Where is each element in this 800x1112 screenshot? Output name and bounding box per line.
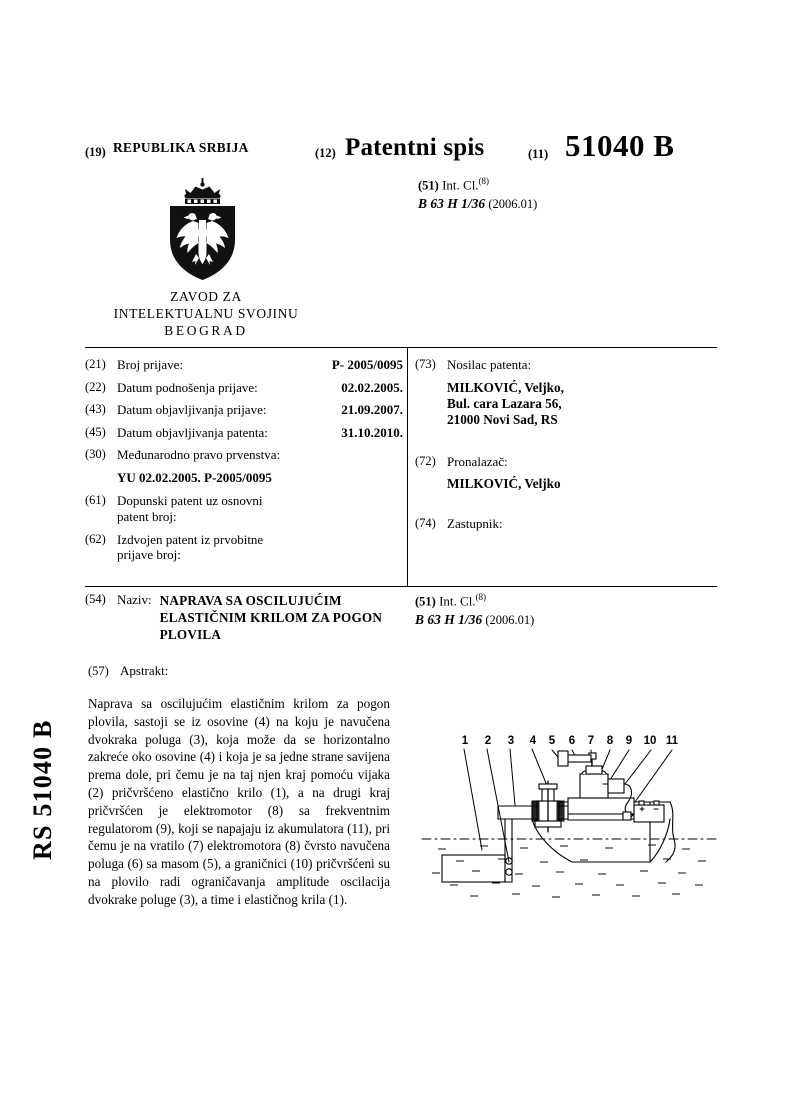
callout-4: 4 <box>529 735 537 747</box>
patent-number: 51040 B <box>565 128 675 163</box>
inid-code-62: (62) <box>85 531 106 546</box>
technical-drawing-figure <box>420 722 720 912</box>
value-priority: YU 02.02.2005. P-2005/0095 <box>117 469 272 485</box>
callout-10: 10 <box>643 735 657 747</box>
invention-title-text <box>160 592 382 643</box>
leader-line-4 <box>532 749 548 788</box>
inid-code-51-header: (51) <box>418 178 439 193</box>
leader-line-1 <box>464 749 482 850</box>
callout-7: 7 <box>587 735 595 747</box>
table-column-divider <box>407 348 408 586</box>
inid-code-45: (45) <box>85 424 106 439</box>
leader-line-11 <box>635 750 672 802</box>
label-publication-date: Datum objavljivanja prijave: <box>117 402 267 417</box>
header-international-classification <box>418 176 537 212</box>
inid-code-72: (72) <box>415 453 436 468</box>
document-type-title: Patentni spis <box>345 134 485 161</box>
inid-code-74: (74) <box>415 516 436 530</box>
lever-with-mass <box>566 755 591 762</box>
table-row-filing-date <box>85 380 403 395</box>
inid-code-51-title: (51) <box>415 594 436 609</box>
bibliographic-right-column <box>415 348 715 539</box>
value-publication-date: 21.09.2007. <box>341 402 403 417</box>
axle-nut <box>539 784 557 789</box>
label-priority: Međunarodno pravo prvenstva: <box>117 447 281 462</box>
value-patent-owner <box>447 380 715 428</box>
inid-code-54: (54) <box>85 592 106 606</box>
electric-motor-body <box>580 774 608 798</box>
intcl-label-header: Int. Cl. <box>442 177 479 193</box>
label-naziv: Naziv: <box>117 592 152 607</box>
intcl-version-header: (2006.01) <box>488 197 538 212</box>
value-inventor <box>447 476 715 492</box>
intcl-version-title: (2006.01) <box>485 613 535 628</box>
owner-city: 21000 Novi Sad, RS <box>447 411 558 427</box>
inventor-name: MILKOVIĆ, Veljko <box>447 476 561 491</box>
abstract-heading <box>88 663 168 679</box>
label-representative: Zastupnik: <box>447 516 503 531</box>
spacer-owner-inventor <box>415 428 715 454</box>
bibliographic-left-column <box>85 348 403 570</box>
intcl-edition-header: (8) <box>478 176 490 186</box>
office-name: REPUBLIKA SRBIJA <box>113 140 249 155</box>
title-international-classification <box>415 592 534 628</box>
label-addition-patent-line1: Dopunski patent uz osnovni <box>117 493 263 508</box>
institute-name-block <box>86 288 326 339</box>
inid-code-43: (43) <box>85 402 106 416</box>
label-addition-patent-line2: patent broj: <box>117 508 177 524</box>
inid-code-12: (12) <box>315 146 336 160</box>
inid-code-73: (73) <box>415 357 436 371</box>
intcl-edition-title: (8) <box>475 592 487 602</box>
inid-code-11: (11) <box>528 147 549 161</box>
callout-2: 2 <box>484 735 492 747</box>
invention-title-line3: PLOVILA <box>159 627 222 642</box>
leader-line-9 <box>610 750 629 780</box>
inid-code-57: (57) <box>88 664 109 678</box>
wing-bolt-lower <box>506 869 512 875</box>
motor-terminal-box <box>586 766 602 774</box>
leader-line-10 <box>625 750 651 784</box>
mass-block <box>558 751 568 766</box>
invention-title-left <box>85 592 415 643</box>
amplitude-limiter <box>623 812 631 820</box>
label-abstract: Apstrakt: <box>120 663 169 678</box>
callout-11: 11 <box>665 735 679 747</box>
label-grant-date: Datum objavljivanja patenta: <box>117 424 268 440</box>
accumulator-battery <box>634 805 664 822</box>
intcl-classification-title: B 63 H 1/36 <box>415 612 483 628</box>
value-filing-date: 02.02.2005. <box>341 379 403 395</box>
value-grant-date: 31.10.2010. <box>341 424 403 440</box>
elastic-wing <box>442 855 505 882</box>
axle-base-plate <box>535 821 561 827</box>
institute-line-1: ZAVOD ZA <box>170 289 242 304</box>
intcl-classification-header: B 63 H 1/36 <box>418 196 486 212</box>
spacer-inventor-representative <box>415 492 715 516</box>
callout-3: 3 <box>507 735 515 747</box>
axle-bearing-left <box>532 801 539 821</box>
battery-terminal-positive <box>639 801 644 805</box>
frequency-regulator <box>608 779 624 793</box>
table-row-representative <box>415 516 715 531</box>
callout-5: 5 <box>548 735 556 747</box>
label-divisional-patent-line2: prijave broj: <box>117 547 181 562</box>
callout-6: 6 <box>568 735 576 747</box>
callout-9: 9 <box>625 735 633 747</box>
table-row-priority <box>85 447 403 462</box>
inid-code-19: (19) <box>85 145 106 159</box>
institute-line-2: INTELEKTUALNU SVOJINU <box>113 306 299 321</box>
label-inventor: Pronalazač: <box>447 453 508 469</box>
table-row-inventor <box>415 454 715 469</box>
owner-street: Bul. cara Lazara 56, <box>447 395 562 411</box>
owner-name: MILKOVIĆ, Veljko, <box>447 379 564 395</box>
side-publication-code: RS 51040 B <box>28 719 57 860</box>
invention-title-line2: ELASTIČNIM KRILOM ZA POGON <box>159 610 383 625</box>
battery-terminal-negative <box>654 801 659 805</box>
table-row-divisional-patent <box>85 532 403 563</box>
serbian-coat-of-arms-icon <box>157 178 249 282</box>
label-patent-owner: Nosilac patenta: <box>447 357 532 372</box>
label-application-number: Broj prijave: <box>117 357 184 372</box>
intcl-label-title: Int. Cl. <box>439 593 476 609</box>
table-row-addition-patent <box>85 493 403 524</box>
label-divisional-patent-line1: Izdvojen patent iz prvobitne <box>117 531 264 547</box>
table-row-publication-date <box>85 402 403 417</box>
inid-code-30: (30) <box>85 447 106 461</box>
table-row-grant-date <box>85 425 403 440</box>
inid-code-22: (22) <box>85 379 106 394</box>
abstract-body-text: Naprava sa oscilujućim elastičnim krilom za pogon plovila, sastoji se iz osovine (4) na koju je navučena dvokraka poluga (3), koja može da se horizontalno zakreće oko osovine (4) i koja je sa jedne strane savijena prema dole, pri čemu je na taj njen kraj pomoću vijaka (2) pričvršćeno elastično krilo (1), a na drugi kraj pričvršćen je elektromotor (8) sa frekventnim regulatorom (9), koji se napajaju iz akumulatora (11), pri čemu je na vratilo (7) elektromotora (8) čvrsto navučena poluga (6) sa masom (5), a graničnici (10) pričvršćeni su na plovilo radi ograničavanja amplitude oscilacija dvokrake poluge (3), a time i elastičnog krila (1). <box>88 696 390 907</box>
callout-1: 1 <box>461 735 469 747</box>
value-application-number: P- 2005/0095 <box>331 357 403 372</box>
table-row-patent-owner <box>415 357 715 372</box>
axle-bearing-right <box>557 801 564 821</box>
leader-line-3 <box>510 749 515 805</box>
invention-title-line1: NAPRAVA SA OSCILUJUĆIM <box>159 593 342 608</box>
table-row-application-number <box>85 357 403 372</box>
inid-code-21: (21) <box>85 357 106 371</box>
bibliographic-data-table <box>85 347 717 587</box>
callout-8: 8 <box>606 735 614 747</box>
inid-code-61: (61) <box>85 493 106 507</box>
institute-city: BEOGRAD <box>164 323 248 338</box>
label-filing-date: Datum podnošenja prijave: <box>117 379 258 395</box>
